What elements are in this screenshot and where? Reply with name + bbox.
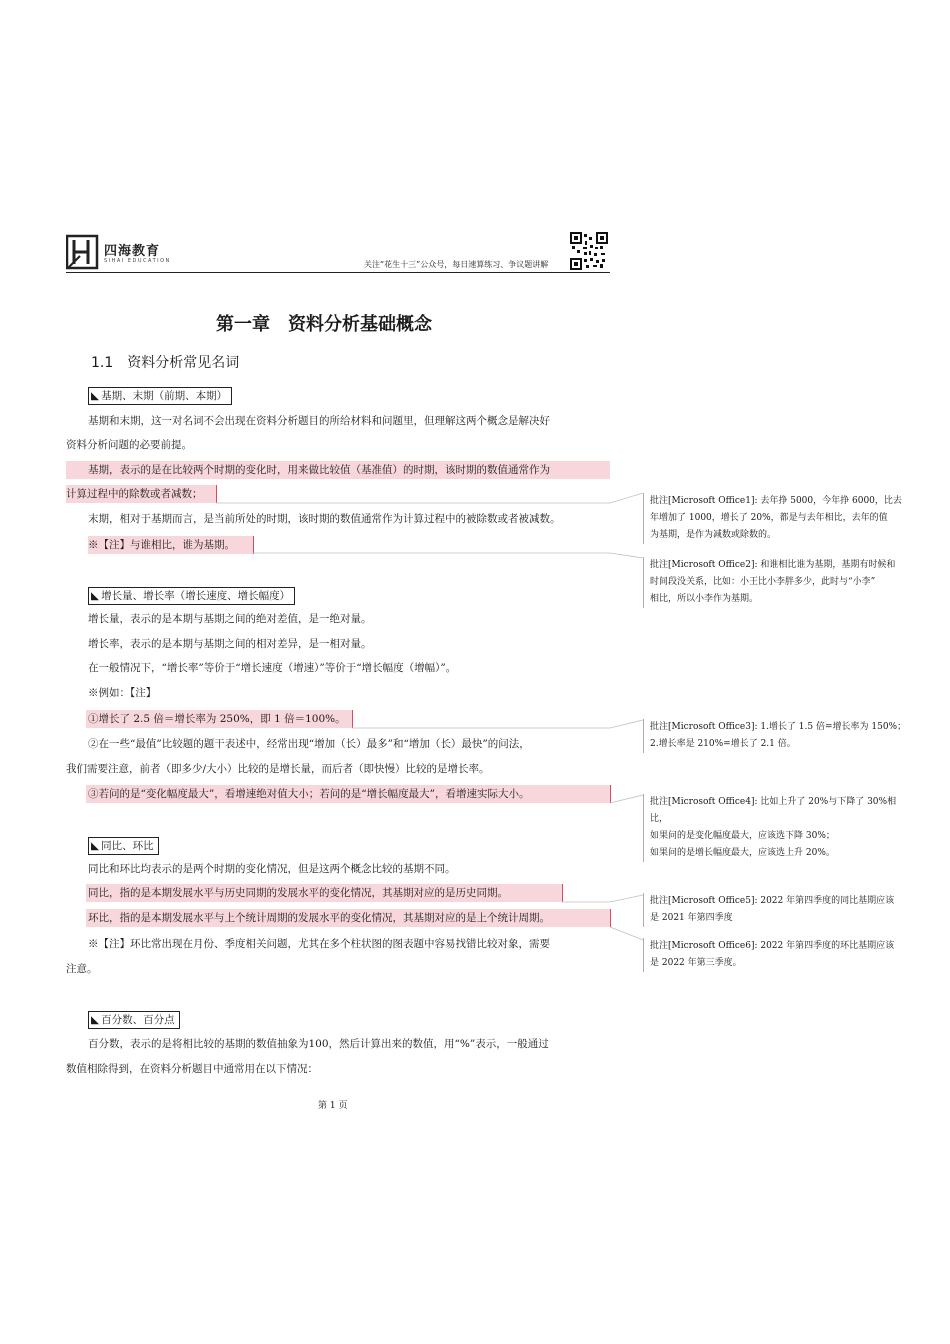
topic-tag-base-period: ◣ 基期、末期（前期、本期） bbox=[88, 387, 232, 405]
paragraph: 在一般情况下，“增长率”等价于“增长速度（增速）”等价于“增长幅度（增幅）”。 bbox=[88, 662, 457, 674]
header-divider bbox=[66, 272, 610, 273]
example-paragraph: ②在一些“最值”比较题的题干表述中，经常出现“增加（长）最多”和“增加（长）最快”的问法， bbox=[88, 738, 530, 750]
paragraph-highlighted: 基期，表示的是在比较两个时期的变化时，用来做比较值（基准值）的时期，该时期的数值通常作为 bbox=[88, 464, 550, 476]
page-number: 第 1 页 bbox=[318, 1101, 348, 1111]
paragraph-highlighted: 环比，指的是本期发展水平与上个统计周期的发展水平的变化情况，其基期对应的是上个统计周期。 bbox=[88, 912, 550, 924]
logo-text: 四海教育 bbox=[104, 244, 161, 259]
topic-tag-percent: ◣ 百分数、百分点 bbox=[88, 1011, 180, 1029]
note-paragraph: ※【注】与谁相比，谁为基期。 bbox=[88, 539, 235, 551]
comment-5: 批注[Microsoft Office5]: 2022 年第四季度的同比基期应该 是 2021 年第四季度 bbox=[643, 893, 894, 927]
paragraph-highlighted: 同比，指的是本期发展水平与历史同期的发展水平的变化情况，其基期对应的是历史同期。 bbox=[88, 887, 508, 899]
paragraph: ※例如：【注】 bbox=[88, 687, 157, 699]
section-title: 1.1 资料分析常见名词 bbox=[91, 355, 240, 371]
note-paragraph: ※【注】环比常出现在月份、季度相关问题，尤其在多个柱状图的图表题中容易找错比较对象，需要 bbox=[88, 938, 550, 950]
note-paragraph: 注意。 bbox=[66, 963, 98, 975]
comment-4: 批注[Microsoft Office4]: 比如上升了 20%与下降了 30%相 比， 如果问的是变化幅度最大，应该选下降 30%； 如果问的是增长幅度最大，应该选上升 20%。 bbox=[643, 794, 896, 862]
comment-1: 批注[Microsoft Office1]: 去年挣 5000，今年挣 6000，比去 年增加了 1000，增长了 20%，都是与去年相比，去年的值 为基期，是作为减数或除数的。 bbox=[643, 493, 902, 544]
paragraph: 同比和环比均表示的是两个时期的变化情况，但是这两个概念比较的基期不同。 bbox=[88, 863, 456, 875]
topic-tag-growth: ◣ 增长量、增长率（增长速度、增长幅度） bbox=[88, 587, 295, 605]
arrow-icon: ◣ bbox=[91, 590, 100, 602]
example-paragraph: ①增长了 2.5 倍＝增长率为 250%，即 1 倍＝100%。 bbox=[88, 713, 346, 725]
arrow-icon: ◣ bbox=[91, 840, 100, 852]
paragraph: 资料分析问题的必要前提。 bbox=[66, 439, 192, 451]
comment-2: 批注[Microsoft Office2]: 和谁相比谁为基期，基期有时候和 时间段没关系，比如：小王比小李胖多少，此时与“小李” 相比，所以小李作为基期。 bbox=[643, 557, 895, 608]
paragraph: 增长量，表示的是本期与基期之间的绝对差值，是一绝对量。 bbox=[88, 613, 372, 625]
topic-tag-yoy: ◣ 同比、环比 bbox=[88, 837, 159, 855]
qr-code-icon bbox=[570, 232, 608, 270]
comment-6: 批注[Microsoft Office6]: 2022 年第四季度的环比基期应该 是 2022 年第三季度。 bbox=[643, 938, 894, 972]
paragraph: 增长率，表示的是本期与基期之间的相对差异，是一相对量。 bbox=[88, 638, 372, 650]
example-paragraph: ③若问的是“变化幅度最大”，看增速绝对值大小；若问的是“增长幅度最大”，看增速实际大小。 bbox=[88, 788, 530, 800]
chapter-title: 第一章 资料分析基础概念 bbox=[216, 314, 432, 335]
example-paragraph: 我们需要注意，前者（即多少/大小）比较的是增长量，而后者（即快慢）比较的是增长率。 bbox=[66, 763, 490, 775]
logo-subtitle: SIHAI EDUCATION bbox=[104, 258, 171, 264]
header-note: 关注“花生十三”公众号，每日速算练习、争议题讲解 bbox=[364, 260, 549, 269]
paragraph: 基期和末期，这一对名词不会出现在资料分析题目的所给材料和问题里，但理解这两个概念是解决好 bbox=[88, 415, 550, 427]
arrow-icon: ◣ bbox=[91, 390, 100, 402]
paragraph: 末期，相对于基期而言，是当前所处的时期，该时期的数值通常作为计算过程中的被除数或者被减数。 bbox=[88, 513, 561, 525]
paragraph-highlighted: 计算过程中的除数或者减数； bbox=[66, 488, 203, 500]
paragraph: 百分数，表示的是将相比较的基期的数值抽象为100，然后计算出来的数值，用“%”表示，一般通过 bbox=[88, 1038, 549, 1050]
comment-3: 批注[Microsoft Office3]: 1.增长了 1.5 倍=增长率为 150%； 2.增长率是 210%=增长了 2.1 倍。 bbox=[643, 719, 906, 753]
arrow-icon: ◣ bbox=[91, 1014, 100, 1026]
paragraph: 数值相除得到，在资料分析题目中通常用在以下情况： bbox=[66, 1063, 318, 1075]
